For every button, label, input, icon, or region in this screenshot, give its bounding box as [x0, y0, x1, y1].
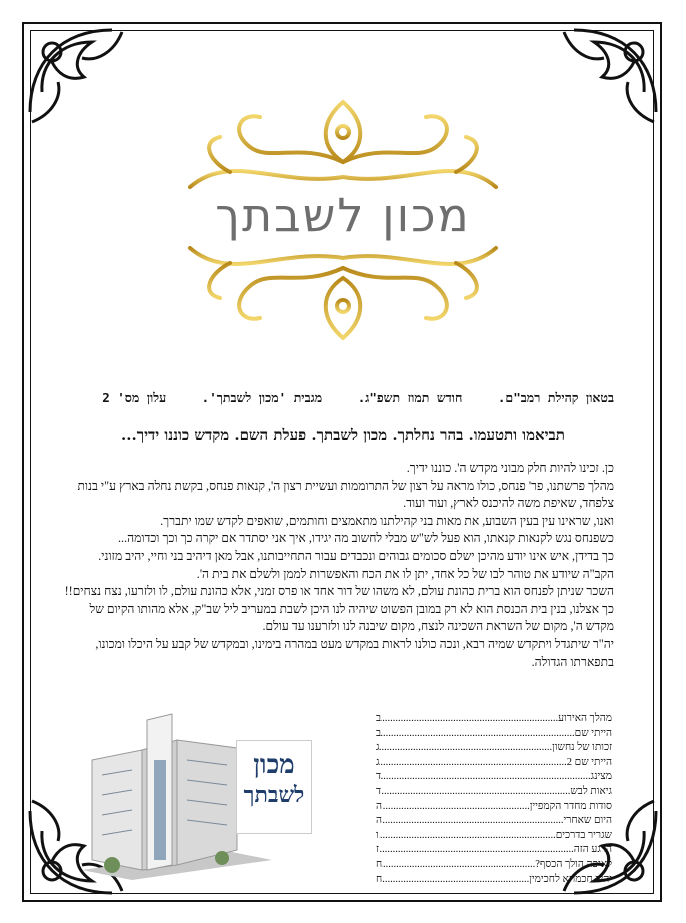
toc-entry — [376, 756, 612, 771]
toc-entry — [376, 800, 612, 815]
toc-entry — [376, 785, 612, 800]
info-month: חודש תמוז תשפ"ג. — [357, 390, 463, 405]
paragraph: כשפנחס נגש לקנאות קנאתו, הוא פעל לש"ש מבלי לחשוב מה יגידו, איך אני יסתדר אם יקרה כך וכך וכדומה... — [118, 531, 614, 546]
info-campaign: מגבית 'מכון לשבתך'. — [201, 390, 323, 405]
toc-leader-dots — [381, 727, 575, 742]
toc-leader-dots — [381, 785, 570, 800]
toc-entry — [376, 741, 612, 756]
toc-title: שגריר בדרכים — [555, 829, 612, 841]
toc-title: לאיפה הולך הכסף? — [535, 858, 612, 870]
toc-entry — [376, 712, 612, 727]
toc-page: ו — [376, 829, 379, 841]
toc-page: ח — [376, 873, 383, 885]
toc-page: ה — [376, 815, 383, 827]
paragraph: כך בדידן, איש אינו יודע מהיכן ישלם סכומים גבוהים ונכבדים עבור התחייבותנו, אבל מאן דיהיב בני וחיי, יהיב מזוני. — [98, 548, 614, 563]
toc-page: ג — [376, 756, 380, 768]
toc-page: ז — [376, 844, 379, 856]
toc-entry — [376, 843, 612, 858]
toc-page: ד — [376, 771, 382, 783]
headline-verse: תביאמו ותטעמו. בהר נחלתך. מכון לשבתך. פעלת השם. מקדש כוננו ידיך... — [121, 426, 565, 444]
paragraph: השכר שניתן לפנחס הוא ברית כהונת עולם, לא משהו של דור אחד או פרס זמני, אלא כהונת עולם, לו ולזרעו, נצח נצחים!! — [64, 584, 614, 599]
logo-line-2: לשבתך — [243, 782, 305, 808]
logo-line-1: מכון — [253, 750, 295, 780]
toc-page: ח — [376, 858, 383, 870]
toc-title: גיאות לבש — [570, 785, 612, 797]
paragraph: כך אצלנו, בנין בית הכנסת הוא לא רק במובן הפשוט שיהיה לנו היכן לשבת במעריב ליל שב"ק, אלא מהותו הקיום של מקדש ה', מקום של השראת השכינה לנצח, מקום שיבנה לנו ולזרענו עד עולם. — [89, 601, 614, 634]
toc-page: ב — [376, 713, 382, 724]
paragraph: מהלך פרשתנו, פר' פנחס, כולו מראה על רצון של התרוממות ועשיית רצון ה', קנאות פנחס, בקשת נחלה בארץ ע"י בנות צלפחד, שאיפת משה להיכנס לארץ, ועוד ועוד. — [77, 478, 614, 511]
page-title: מכון לשבתך — [215, 188, 471, 242]
toc-title: זכותו של נחשון — [552, 742, 612, 754]
toc-leader-dots — [382, 873, 529, 888]
toc-entry — [376, 770, 612, 785]
toc-entry — [376, 858, 612, 873]
paragraph: יה"ר שיתגדל ויתקדש שמיה רבא, ונכה כולנו לראות במקדש מעט במהרה בימינו, ובמקדש של קבע על היכלו ומכונו, בתפארתו הגדולה. — [95, 636, 614, 669]
toc-leader-dots — [379, 756, 566, 771]
toc-page: ה — [376, 800, 383, 812]
toc-leader-dots — [379, 741, 552, 756]
toc-page: ב — [376, 727, 382, 739]
gold-ornament-bottom — [170, 238, 516, 350]
toc-entry — [376, 727, 612, 742]
paragraph: ואנו, שראינו עין בעין השבוע, את מאות בני קהילתנו מתאמצים וחותמים, שואפים לקדש שמו יתברך. — [160, 513, 614, 528]
toc-title: היום שאחרי — [563, 815, 612, 827]
info-issue-number: עלון מס' 2 — [102, 390, 167, 405]
toc-title: יהיב חכמתא לחכימין — [529, 873, 612, 885]
toc-title: מצינג — [590, 771, 612, 783]
corner-ornament-top-right — [554, 22, 664, 132]
corner-ornament-top-left — [22, 22, 132, 132]
paragraph: כן. זכינו להיות חלק מבוני מקדש ה'. כוננו ידיך. — [406, 461, 614, 475]
toc-leader-dots — [379, 829, 556, 844]
toc-title: מהלך האירוע — [558, 713, 612, 724]
toc-page: ד — [376, 785, 382, 797]
toc-leader-dots — [381, 770, 591, 785]
toc-leader-dots — [382, 800, 530, 815]
toc-title: סודות מחדר הקמפיין — [529, 800, 612, 812]
toc-leader-dots — [381, 712, 558, 727]
toc-leader-dots — [382, 858, 535, 873]
toc-entry — [376, 814, 612, 829]
toc-leader-dots — [382, 814, 563, 829]
paragraph: הקב"ה שיודע את טוהר לבו של כל אחד, יתן לו את הכח והאפשרות לממן ולשלם את בית ה'. — [196, 566, 614, 581]
toc-page: ג — [376, 742, 380, 754]
toc-title: הייתי שם — [574, 727, 612, 739]
toc-title: הייתי שם 2 — [566, 756, 612, 768]
bulletin-info-line — [55, 390, 614, 406]
toc-title: הרגע הזה — [573, 844, 612, 856]
info-community: בטאון קהילת רמב"ם. — [497, 390, 614, 405]
toc-leader-dots — [379, 843, 574, 858]
toc-entry — [376, 873, 612, 888]
gold-ornament-top — [170, 92, 516, 192]
table-of-contents — [376, 712, 612, 887]
toc-entry — [376, 829, 612, 844]
institute-logo — [236, 740, 312, 834]
article-body — [64, 460, 614, 671]
